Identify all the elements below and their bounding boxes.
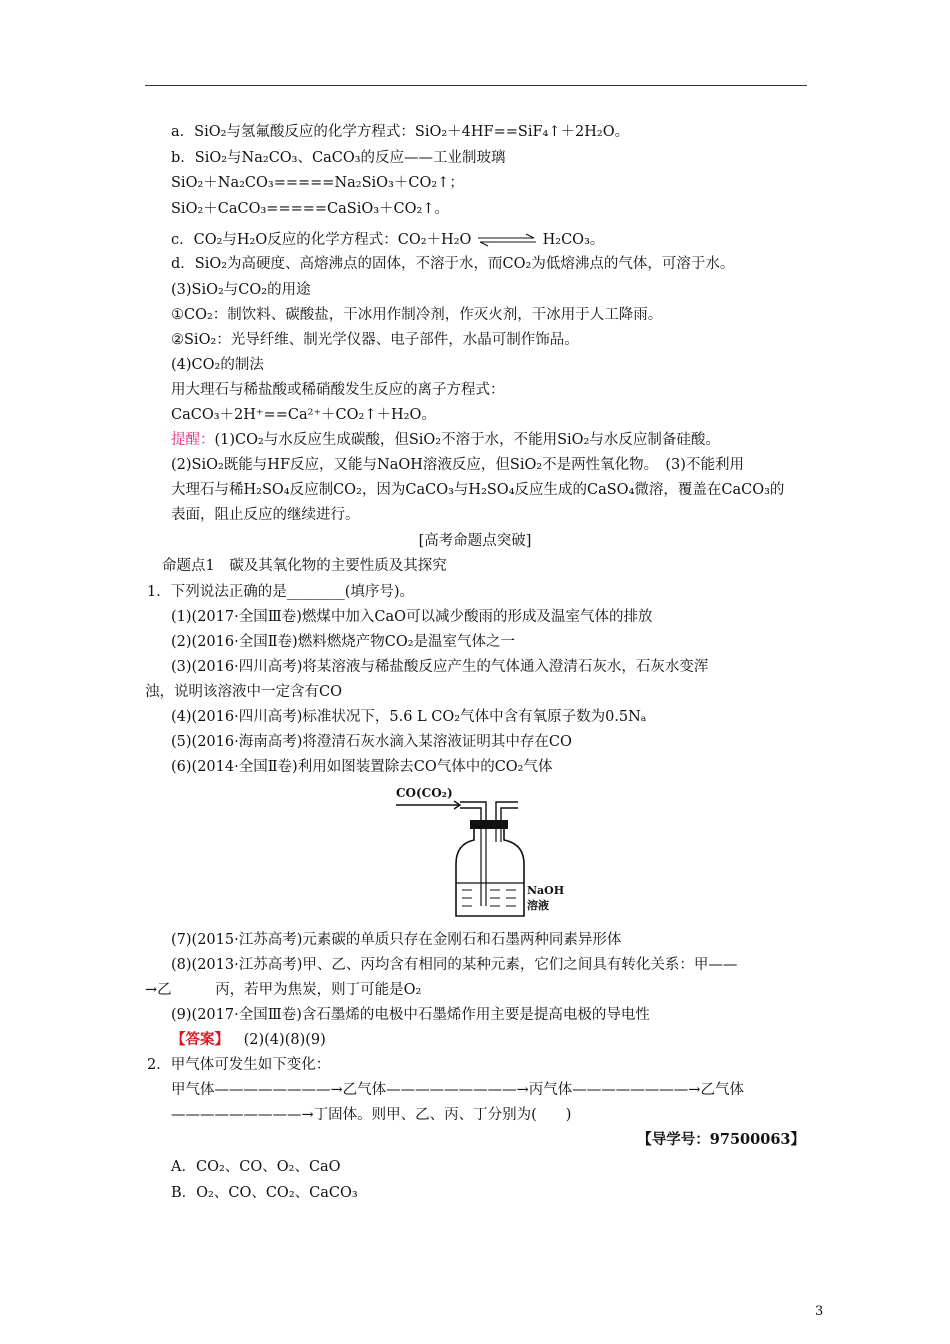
subheading: (4)CO₂的制法 <box>171 357 264 373</box>
page-number: 3 <box>815 1304 824 1319</box>
solution-label: NaOH <box>527 884 565 897</box>
header-rule <box>145 85 807 86</box>
guide-number: 【导学号：97500063】 <box>637 1131 805 1148</box>
statement-continued: →乙 丙，若甲为焦炭，则丁可能是O₂ <box>145 982 422 998</box>
statement: (5)(2016·海南高考)将澄清石灰水滴入某溶液证明其中存在CO <box>171 734 572 750</box>
statement: (2)(2016·全国Ⅱ卷)燃料燃烧产物CO₂是温室气体之一 <box>171 634 516 650</box>
question-1: 1．下列说法正确的是________(填序号)。 <box>147 584 415 600</box>
subheading: (3)SiO₂与CO₂的用途 <box>171 282 311 298</box>
tip-text: (1)CO₂与水反应生成碳酸，但SiO₂不溶于水，不能用SiO₂与水反应制备硅酸。 <box>214 432 720 448</box>
gas-label: CO(CO₂) <box>396 786 453 800</box>
reaction-chain: 甲气体————————→乙气体—————————→丙气体————————→乙气体 <box>171 1082 744 1098</box>
topic-heading: 命题点1 碳及其氧化物的主要性质及其探究 <box>162 558 447 574</box>
answer-text: (2)(4)(8)(9) <box>243 1032 326 1048</box>
statement: (4)(2016·四川高考)标准状况下，5.6 L CO₂气体中含有氧原子数为0.5Nₐ <box>171 709 647 725</box>
text-line <box>171 230 604 250</box>
statement: (7)(2015·江苏高考)元素碳的单质只存在金刚石和石墨两种同素异形体 <box>171 932 622 948</box>
statement: (9)(2017·全国Ⅲ卷)含石墨烯的电极中石墨烯作用主要是提高电极的导电性 <box>171 1007 650 1023</box>
text-line: b．SiO₂与Na₂CO₃、CaCO₃的反应——工业制玻璃 <box>171 150 506 166</box>
section-heading: [高考命题点突破] <box>418 533 532 549</box>
statement: (3)(2016·四川高考)将某溶液与稀盐酸反应产生的气体通入澄清石灰水，石灰水变浑 <box>171 659 709 675</box>
option-a: A．CO₂、CO、O₂、CaO <box>171 1159 341 1175</box>
tip-label: 提醒： <box>171 432 215 448</box>
text-line: a．SiO₂与氢氟酸反应的化学方程式：SiO₂＋4HF==SiF₄↑＋2H₂O。 <box>171 124 630 140</box>
tip-line <box>171 430 720 450</box>
answer-label: 【答案】 <box>171 1031 229 1048</box>
equation-line: CaCO₃＋2H⁺==Ca²⁺＋CO₂↑＋H₂O。 <box>171 407 436 423</box>
text-line: 表面，阻止反应的继续进行。 <box>171 507 360 523</box>
statement-continued: 浊，说明该溶液中一定含有CO <box>145 684 342 700</box>
text-line: d．SiO₂为高硬度、高熔沸点的固体，不溶于水，而CO₂为低熔沸点的气体，可溶于水。 <box>171 256 735 272</box>
answer-line <box>171 1030 326 1050</box>
reaction-chain: —————————→丁固体。则甲、乙、丙、丁分别为( ) <box>171 1107 572 1123</box>
text-line: (2)SiO₂既能与HF反应，又能与NaOH溶液反应，但SiO₂不是两性氧化物。 (3)不能利用 <box>171 457 744 473</box>
solution-label: 溶液 <box>527 899 549 912</box>
statement: (6)(2014·全国Ⅱ卷)利用如图装置除去CO气体中的CO₂气体 <box>171 759 553 775</box>
text-line: 用大理石与稀盐酸或稀硝酸发生反应的离子方程式： <box>171 382 505 398</box>
statement: (8)(2013·江苏高考)甲、乙、丙均含有相同的某种元素，它们之间具有转化关系：甲—— <box>171 957 738 973</box>
gas-washing-bottle-figure <box>390 782 565 922</box>
equation-line: SiO₂＋Na₂CO₃=====Na₂SiO₃＋CO₂↑； <box>171 175 464 191</box>
question-2: 2．甲气体可发生如下变化： <box>147 1057 331 1073</box>
equation-line: SiO₂＋CaCO₃=====CaSiO₃＋CO₂↑。 <box>171 201 450 217</box>
text-line: ②SiO₂：光导纤维、制光学仪器、电子部件，水晶可制作饰品。 <box>171 332 579 348</box>
reversible-arrow-icon <box>476 233 538 247</box>
text-line: 大理石与稀H₂SO₄反应制CO₂，因为CaCO₃与H₂SO₄反应生成的CaSO₄微溶，覆盖在CaCO₃的 <box>171 482 785 498</box>
text-line: ①CO₂：制饮料、碳酸盐，干冰用作制冷剂，作灭火剂，干冰用于人工降雨。 <box>171 307 663 323</box>
equation-right: H₂CO₃。 <box>542 232 605 248</box>
statement: (1)(2017·全国Ⅲ卷)燃煤中加入CaO可以减少酸雨的形成及温室气体的排放 <box>171 609 653 625</box>
equation-left: c．CO₂与H₂O反应的化学方程式：CO₂＋H₂O <box>171 232 472 248</box>
option-b: B．O₂、CO、CO₂、CaCO₃ <box>171 1185 358 1201</box>
